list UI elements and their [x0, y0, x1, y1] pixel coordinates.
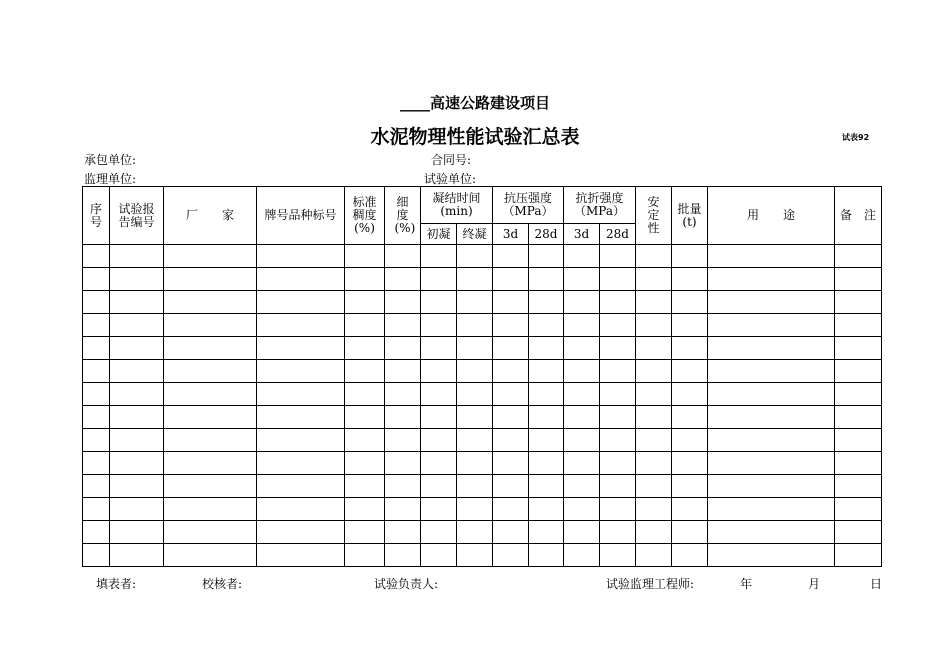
col-header-brand: 牌号品种标号 — [257, 187, 345, 245]
table-cell — [529, 337, 564, 360]
table-cell — [708, 245, 835, 268]
table-cell — [421, 383, 457, 406]
table-cell — [636, 245, 672, 268]
table-cell — [493, 291, 529, 314]
table-cell — [636, 383, 672, 406]
table-cell — [600, 291, 636, 314]
table-cell — [457, 544, 493, 567]
table-cell — [257, 429, 345, 452]
day-label: 日 — [870, 577, 883, 591]
table-cell — [345, 268, 385, 291]
table-row — [83, 429, 882, 452]
table-cell — [345, 314, 385, 337]
table-cell — [385, 245, 421, 268]
checker-label: 校核者: — [202, 577, 243, 591]
table-cell — [83, 544, 110, 567]
table-cell — [421, 429, 457, 452]
table-cell — [110, 268, 164, 291]
table-cell — [636, 337, 672, 360]
table-cell — [672, 429, 708, 452]
test-unit-label: 试验单位: — [424, 172, 477, 186]
table-cell — [457, 337, 493, 360]
table-row — [83, 314, 882, 337]
table-cell — [345, 245, 385, 268]
table-cell — [529, 544, 564, 567]
table-row — [83, 291, 882, 314]
table-cell — [529, 245, 564, 268]
table-cell — [600, 498, 636, 521]
table-cell — [83, 521, 110, 544]
table-cell — [83, 383, 110, 406]
col-header-usage: 用 途 — [708, 187, 835, 245]
col-header-flexural-28d: 28d — [600, 224, 636, 245]
table-cell — [493, 406, 529, 429]
table-cell — [83, 498, 110, 521]
table-cell — [421, 314, 457, 337]
table-cell — [385, 314, 421, 337]
month-label: 月 — [808, 577, 821, 591]
table-cell — [457, 268, 493, 291]
table-cell — [83, 452, 110, 475]
table-cell — [708, 521, 835, 544]
table-cell — [672, 360, 708, 383]
table-cell — [493, 337, 529, 360]
table-cell — [493, 314, 529, 337]
table-cell — [600, 360, 636, 383]
table-cell — [672, 337, 708, 360]
table-cell — [529, 268, 564, 291]
table-cell — [457, 360, 493, 383]
table-cell — [257, 475, 345, 498]
table-cell — [636, 314, 672, 337]
table-cell — [164, 314, 257, 337]
table-cell — [600, 475, 636, 498]
table-cell — [672, 544, 708, 567]
table-cell — [110, 337, 164, 360]
table-row — [83, 406, 882, 429]
col-header-flexural: 抗折强度（MPa） — [564, 187, 636, 224]
table-cell — [345, 521, 385, 544]
table-cell — [385, 521, 421, 544]
contractor-label: 承包单位: — [84, 153, 137, 167]
table-cell — [835, 360, 882, 383]
table-cell — [421, 475, 457, 498]
table-cell — [345, 383, 385, 406]
table-cell — [636, 498, 672, 521]
filler-label: 填表者: — [96, 577, 137, 591]
table-cell — [345, 429, 385, 452]
col-header-remarks: 备 注 — [835, 187, 882, 245]
table-cell — [110, 521, 164, 544]
table-cell — [257, 521, 345, 544]
table-cell — [600, 245, 636, 268]
table-cell — [257, 406, 345, 429]
table-cell — [708, 452, 835, 475]
table-cell — [600, 521, 636, 544]
table-cell — [257, 544, 345, 567]
table-cell — [529, 475, 564, 498]
table-cell — [385, 291, 421, 314]
table-cell — [164, 452, 257, 475]
col-header-soundness: 安定性 — [636, 187, 672, 245]
col-header-flexural-3d: 3d — [564, 224, 600, 245]
table-cell — [564, 452, 600, 475]
table-cell — [600, 544, 636, 567]
table-row — [83, 245, 882, 268]
table-cell — [83, 429, 110, 452]
col-header-seq: 序号 — [83, 187, 110, 245]
table-cell — [835, 268, 882, 291]
table-cell — [835, 452, 882, 475]
col-header-report-no: 试验报告编号 — [110, 187, 164, 245]
table-cell — [835, 337, 882, 360]
col-header-compressive: 抗压强度（MPa） — [493, 187, 564, 224]
table-cell — [385, 544, 421, 567]
table-cell — [385, 498, 421, 521]
table-cell — [457, 314, 493, 337]
table-cell — [421, 245, 457, 268]
table-cell — [564, 268, 600, 291]
table-cell — [257, 337, 345, 360]
table-cell — [164, 475, 257, 498]
table-cell — [110, 245, 164, 268]
table-cell — [672, 475, 708, 498]
table-cell — [672, 452, 708, 475]
table-cell — [600, 406, 636, 429]
table-cell — [708, 360, 835, 383]
table-cell — [257, 452, 345, 475]
table-cell — [385, 383, 421, 406]
table-cell — [493, 544, 529, 567]
test-head-label: 试验负责人: — [374, 577, 439, 591]
table-cell — [835, 383, 882, 406]
table-cell — [672, 383, 708, 406]
table-cell — [493, 498, 529, 521]
table-cell — [529, 291, 564, 314]
table-cell — [83, 475, 110, 498]
table-cell — [110, 452, 164, 475]
table-cell — [110, 314, 164, 337]
table-cell — [345, 498, 385, 521]
table-cell — [636, 521, 672, 544]
table-cell — [457, 291, 493, 314]
table-cell — [493, 475, 529, 498]
table-cell — [421, 291, 457, 314]
table-cell — [83, 406, 110, 429]
table-cell — [493, 521, 529, 544]
table-cell — [164, 245, 257, 268]
table-cell — [164, 291, 257, 314]
table-cell — [257, 245, 345, 268]
table-cell — [600, 429, 636, 452]
table-cell — [708, 544, 835, 567]
table-cell — [83, 245, 110, 268]
table-row — [83, 521, 882, 544]
table-cell — [835, 406, 882, 429]
table-cell — [529, 521, 564, 544]
table-cell — [164, 406, 257, 429]
table-row — [83, 498, 882, 521]
table-cell — [457, 498, 493, 521]
table-cell — [421, 268, 457, 291]
table-row — [83, 337, 882, 360]
table-cell — [257, 360, 345, 383]
table-cell — [164, 383, 257, 406]
table-cell — [636, 429, 672, 452]
table-cell — [708, 383, 835, 406]
table-cell — [835, 429, 882, 452]
table-cell — [636, 360, 672, 383]
table-cell — [83, 314, 110, 337]
table-cell — [708, 337, 835, 360]
table-cell — [164, 268, 257, 291]
table-cell — [345, 406, 385, 429]
table-cell — [83, 337, 110, 360]
table-cell — [529, 498, 564, 521]
table-cell — [636, 452, 672, 475]
table-cell — [636, 475, 672, 498]
table-cell — [493, 268, 529, 291]
col-header-compressive-3d: 3d — [493, 224, 529, 245]
table-cell — [493, 360, 529, 383]
col-header-batch: 批量(t) — [672, 187, 708, 245]
table-cell — [457, 406, 493, 429]
table-cell — [83, 291, 110, 314]
year-label: 年 — [740, 577, 753, 591]
table-row — [83, 475, 882, 498]
table-cell — [421, 452, 457, 475]
col-header-compressive-28d: 28d — [529, 224, 564, 245]
table-cell — [164, 360, 257, 383]
table-cell — [421, 544, 457, 567]
table-cell — [564, 360, 600, 383]
table-cell — [385, 475, 421, 498]
table-cell — [636, 406, 672, 429]
form-number: 试表92 — [842, 133, 870, 142]
table-cell — [257, 383, 345, 406]
table-cell — [421, 521, 457, 544]
table-cell — [421, 498, 457, 521]
table-cell — [385, 268, 421, 291]
table-cell — [257, 268, 345, 291]
table-cell — [672, 406, 708, 429]
table-cell — [564, 337, 600, 360]
table-cell — [600, 314, 636, 337]
table-cell — [708, 429, 835, 452]
table-cell — [835, 245, 882, 268]
col-header-setting-time: 凝结时间(min) — [421, 187, 493, 224]
table-cell — [529, 406, 564, 429]
table-cell — [457, 521, 493, 544]
table-cell — [564, 498, 600, 521]
table-cell — [345, 360, 385, 383]
table-cell — [110, 291, 164, 314]
table-row — [83, 360, 882, 383]
table-cell — [257, 498, 345, 521]
table-cell — [493, 452, 529, 475]
table-cell — [672, 291, 708, 314]
table-cell — [529, 314, 564, 337]
table-row — [83, 544, 882, 567]
col-header-final-set: 终凝 — [457, 224, 493, 245]
table-cell — [110, 383, 164, 406]
table-cell — [708, 291, 835, 314]
supervisor-label: 监理单位: — [84, 172, 137, 186]
table-cell — [708, 406, 835, 429]
table-cell — [600, 383, 636, 406]
table-row — [83, 383, 882, 406]
table-cell — [457, 475, 493, 498]
table-cell — [457, 452, 493, 475]
table-cell — [493, 429, 529, 452]
table-cell — [457, 383, 493, 406]
table-cell — [493, 383, 529, 406]
table-cell — [529, 452, 564, 475]
table-cell — [835, 498, 882, 521]
table-cell — [564, 245, 600, 268]
table-cell — [636, 268, 672, 291]
table-cell — [110, 498, 164, 521]
table-cell — [83, 268, 110, 291]
test-engineer-label: 试验监理工程师: — [606, 577, 695, 591]
table-cell — [529, 383, 564, 406]
table-row — [83, 452, 882, 475]
table-cell — [164, 337, 257, 360]
table-cell — [110, 360, 164, 383]
col-header-initial-set: 初凝 — [421, 224, 457, 245]
table-cell — [164, 498, 257, 521]
table-cell — [708, 314, 835, 337]
table-cell — [672, 498, 708, 521]
table-cell — [421, 406, 457, 429]
table-cell — [457, 245, 493, 268]
table-cell — [708, 475, 835, 498]
table-cell — [257, 291, 345, 314]
table-cell — [110, 475, 164, 498]
table-cell — [421, 360, 457, 383]
table-cell — [164, 521, 257, 544]
table-cell — [164, 429, 257, 452]
table-cell — [835, 475, 882, 498]
table-cell — [835, 521, 882, 544]
table-cell — [110, 429, 164, 452]
table-cell — [164, 544, 257, 567]
table-cell — [835, 544, 882, 567]
table-cell — [385, 360, 421, 383]
table-cell — [835, 314, 882, 337]
table-cell — [672, 268, 708, 291]
table-cell — [636, 291, 672, 314]
table-cell — [421, 337, 457, 360]
table-cell — [493, 245, 529, 268]
table-cell — [564, 475, 600, 498]
project-title: ____高速公路建设项目 — [399, 94, 550, 112]
col-header-fineness: 细度(%) — [385, 187, 421, 245]
table-cell — [385, 337, 421, 360]
table-cell — [564, 383, 600, 406]
table-cell — [345, 452, 385, 475]
table-cell — [564, 314, 600, 337]
table-cell — [600, 268, 636, 291]
table-cell — [257, 314, 345, 337]
table-cell — [529, 360, 564, 383]
table-cell — [636, 544, 672, 567]
table-cell — [345, 291, 385, 314]
table-cell — [564, 544, 600, 567]
col-header-manufacturer: 厂 家 — [164, 187, 257, 245]
table-cell — [564, 521, 600, 544]
col-header-consistency: 标准稠度(%) — [345, 187, 385, 245]
cement-test-table — [82, 186, 882, 567]
table-cell — [672, 521, 708, 544]
table-cell — [835, 291, 882, 314]
table-cell — [564, 429, 600, 452]
table-cell — [385, 452, 421, 475]
table-cell — [672, 314, 708, 337]
table-cell — [385, 429, 421, 452]
table-cell — [600, 337, 636, 360]
table-cell — [564, 406, 600, 429]
table-cell — [385, 406, 421, 429]
table-cell — [83, 360, 110, 383]
table-cell — [708, 268, 835, 291]
page-title: 水泥物理性能试验汇总表 — [370, 126, 580, 148]
table-cell — [672, 245, 708, 268]
table-cell — [708, 498, 835, 521]
table-cell — [564, 291, 600, 314]
table-row — [83, 268, 882, 291]
table-cell — [345, 337, 385, 360]
table-cell — [110, 406, 164, 429]
table-cell — [345, 475, 385, 498]
table-cell — [600, 452, 636, 475]
table-cell — [110, 544, 164, 567]
table-cell — [529, 429, 564, 452]
contract-no-label: 合同号: — [431, 153, 472, 167]
table-cell — [345, 544, 385, 567]
table-cell — [457, 429, 493, 452]
